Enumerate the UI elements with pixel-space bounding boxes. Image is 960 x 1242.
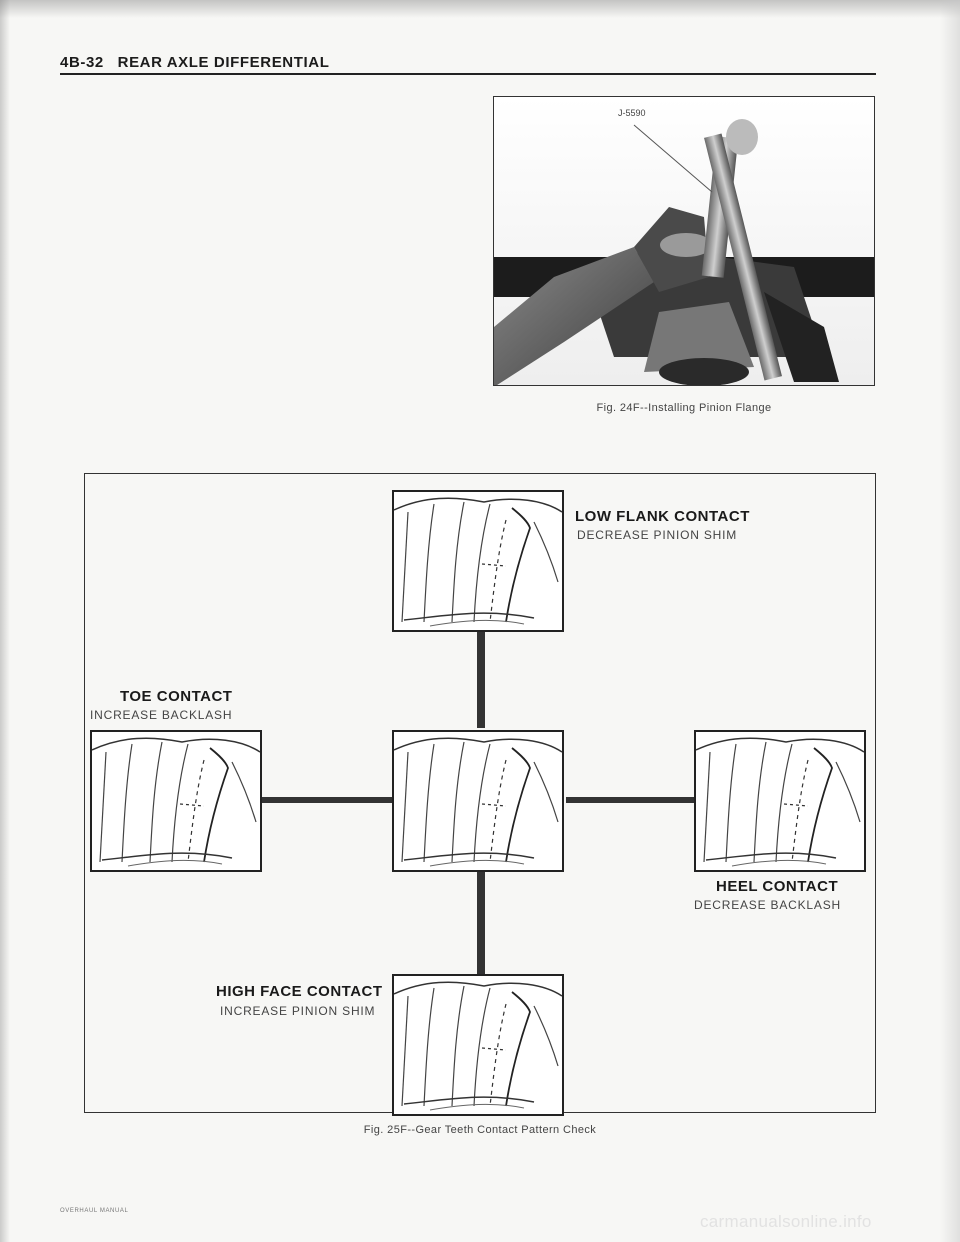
figure-24-caption: Fig. 24F--Installing Pinion Flange (596, 402, 772, 414)
pinion-flange-photo-illustration (494, 97, 874, 385)
toe-contact-title: TOE CONTACT (120, 688, 233, 705)
page-top-shadow (0, 0, 960, 18)
page-number: 4B-32 (60, 54, 104, 71)
gear-teeth-illustration (92, 732, 260, 870)
tool-label: J-5590 (618, 108, 646, 118)
page-left-shadow (0, 0, 10, 1242)
low-flank-contact-title: LOW FLANK CONTACT (575, 508, 750, 525)
gear-panel-center (392, 730, 564, 872)
pinion-flange-photo (493, 96, 875, 386)
connector-bottom (477, 870, 485, 976)
high-face-contact-title: HIGH FACE CONTACT (216, 983, 383, 1000)
gear-teeth-illustration (696, 732, 864, 870)
section-title: REAR AXLE DIFFERENTIAL (117, 54, 330, 71)
gear-panel-toe (90, 730, 262, 872)
connector-left (262, 797, 392, 803)
watermark: carmanualsonline.info (700, 1212, 872, 1231)
gear-teeth-illustration (394, 976, 562, 1114)
toe-contact-note: INCREASE BACKLASH (90, 708, 233, 722)
gear-panel-high-face (392, 974, 564, 1116)
header-rule (60, 73, 876, 75)
footer-manual-label: OVERHAUL MANUAL (60, 1208, 129, 1214)
connector-top (477, 632, 485, 728)
gear-panel-low-flank (392, 490, 564, 632)
gear-teeth-illustration (394, 492, 562, 630)
heel-contact-note: DECREASE BACKLASH (694, 898, 841, 912)
connector-right (566, 797, 696, 803)
low-flank-contact-note: DECREASE PINION SHIM (577, 528, 738, 542)
figure-25-caption: Fig. 25F--Gear Teeth Contact Pattern Check (363, 1124, 597, 1136)
heel-contact-title: HEEL CONTACT (716, 878, 839, 895)
page-right-edge (940, 0, 960, 1242)
gear-panel-heel (694, 730, 866, 872)
high-face-contact-note: INCREASE PINION SHIM (220, 1004, 376, 1018)
page-header (60, 54, 329, 71)
gear-teeth-illustration (394, 732, 562, 870)
